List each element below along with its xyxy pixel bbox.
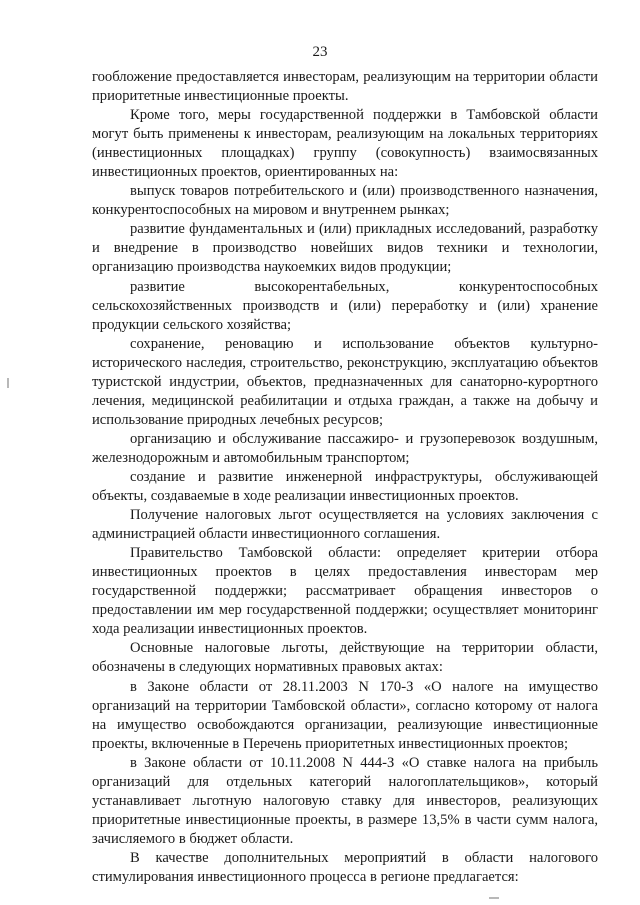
scan-artifact-mark bbox=[7, 378, 9, 388]
list-item-paragraph: организацию и обслуживание пассажиро- и грузоперевозок воздушным, железнодорожным и автомобильным транспортом; bbox=[92, 430, 598, 466]
list-item-paragraph: создание и развитие инженерной инфраструктуры, обслуживающей объекты, создаваемые в ходе реализации инвестиционных проектов. bbox=[92, 468, 598, 505]
body-paragraph: Кроме того, меры государственной поддержки в Тамбовской области могут быть применены к инвесторам, реализующим на локальных территориях (инвестиционных площадках) группу (совокупность) взаимосвязанных инвестиционных проектов, ориентированных на: bbox=[92, 107, 598, 181]
body-paragraph: Правительство Тамбовской области: определяет критерии отбора инвестиционных проектов в целях предоставления инвесторам мер государственной поддержки; рассматривает обращения инвесторов о предоставлении им мер государственной поддержки; осуществляет мониторинг хода реализации инвестиционных проектов. bbox=[92, 545, 598, 638]
scan-artifact-mark bbox=[489, 897, 499, 899]
page-number: 23 bbox=[312, 44, 328, 60]
list-item-paragraph: в Законе области от 10.11.2008 N 444-З «О ставке налога на прибыль организаций для отдельных категорий налогоплательщиков», который устанавливает льготную налоговую ставку для инвесторов, реализующих приоритетные инвестиционные проекты, в размере 13,5% в части сумм налога, зачисляемого в бюджет области. bbox=[92, 754, 598, 847]
document-body bbox=[92, 68, 598, 887]
list-item-paragraph: выпуск товаров потребительского и (или) производственного назначения, конкурентоспособных на мировом и внутреннем рынках; bbox=[92, 183, 598, 219]
body-paragraph: гообложение предоставляется инвесторам, реализующим на территории области приоритетные инвестиционные проекты. bbox=[92, 69, 598, 105]
list-item-paragraph: в Законе области от 28.11.2003 N 170-З «О налоге на имущество организаций на территории Тамбовской области», согласно которому от налога на имущество освобождаются организации, реализующие инвестиционные проекты, включенные в Перечень приоритетных инвестиционных проектов; bbox=[92, 678, 598, 752]
body-paragraph: Получение налоговых льгот осуществляется на условиях заключения с администрацией области инвестиционного соглашения. bbox=[92, 507, 598, 543]
list-item-paragraph: развитие высокорентабельных, конкурентоспособных сельскохозяйственных производств и (или) переработку и (или) хранение продукции сельского хозяйства; bbox=[92, 278, 598, 333]
list-item-paragraph: сохранение, реновацию и использование объектов культурно-исторического наследия, строительство, реконструкцию, эксплуатацию объектов туристской индустрии, объектов, предназначенных для санаторно-курортного лечения, медицинской реабилитации и отдыха граждан, а также на добычу и использование природных лечебных ресурсов; bbox=[92, 335, 598, 428]
body-paragraph: В качестве дополнительных мероприятий в области налогового стимулирования инвестиционного процесса в регионе предлагается: bbox=[92, 849, 598, 885]
body-paragraph: Основные налоговые льготы, действующие на территории области, обозначены в следующих нормативных правовых актах: bbox=[92, 640, 598, 676]
list-item-paragraph: развитие фундаментальных и (или) прикладных исследований, разработку и внедрение в производство новейших видов техники и технологии, организацию производства наукоемких видов продукции; bbox=[92, 221, 598, 276]
